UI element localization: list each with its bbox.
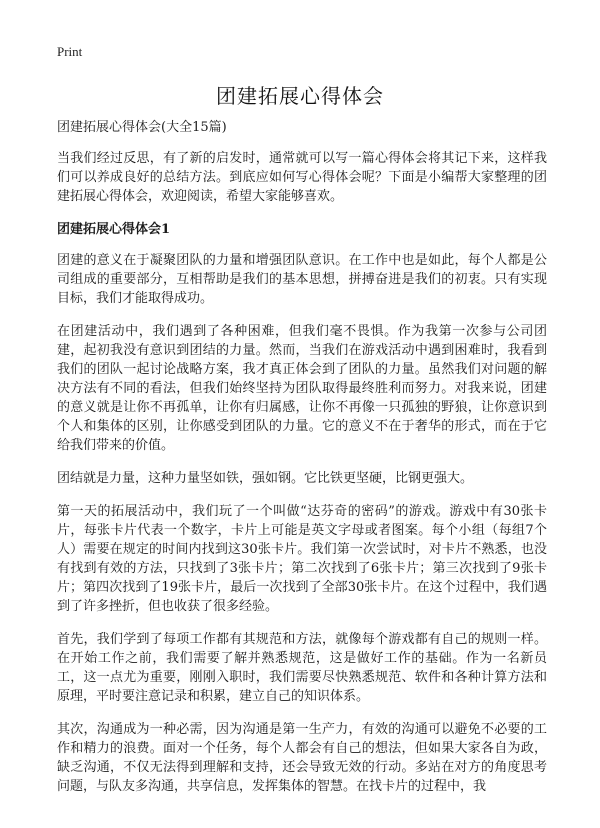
article-subtitle: 团建拓展心得体会(大全15篇) — [57, 120, 227, 135]
page-title: 团建拓展心得体会 — [216, 84, 384, 108]
paragraph: 首先，我们学到了每项工作都有其规范和方法，就像每个游戏都有自己的规则一样。在开始工作之前，我们需要了解并熟悉规范，这是做好工作的基础。作为一名新员工，这一点尤为重要，刚刚入职时，我们需要尽快熟悉规范、软件和各种计算方法和原理，平时要注意记录和积累，建立自己的知识体系。 — [57, 632, 547, 704]
article-body — [57, 118, 547, 810]
paragraph: 团建的意义在于凝聚团队的力量和增强团队意识。在工作中也是如此，每个人都是公司组成的重要部分，互相帮助是我们的基本思想，拼搏奋进是我们的初衷。只有实现目标，我们才能取得成功。 — [57, 253, 547, 306]
section-1 — [57, 220, 547, 796]
intro-paragraph: 当我们经过反思，有了新的启发时，通常就可以写一篇心得体会将其记下来，这样我们可以养成良好的总结方法。到底应如何写心得体会呢？下面是小编帮大家整理的团建拓展心得体会，欢迎阅读，希望大家能够喜欢。 — [57, 151, 547, 204]
print-link[interactable]: Print — [57, 44, 83, 59]
paragraph: 其次，沟通成为一种必需，因为沟通是第一生产力，有效的沟通可以避免不必要的工作和精力的浪费。面对一个任务，每个人都会有自己的想法，但如果大家各自为政，缺乏沟通，不仅无法得到理解和支持，还会导致无效的行动。多站在对方的角度思考问题，与队友多沟通，共享信息，发挥集体的智慧。在找卡片的过程中，我 — [57, 722, 547, 794]
paragraph: 团结就是力量，这种力量坚如铁，强如钢。它比铁更坚硬，比钢更强大。 — [57, 471, 474, 486]
section-heading: 团建拓展心得体会1 — [57, 222, 171, 237]
intro-block — [57, 149, 547, 206]
paragraph: 第一天的拓展活动中，我们玩了一个叫做“达芬奇的密码”的游戏。游戏中有30张卡片，每张卡片代表一个数字，卡片上可能是英文字母或者图案。每个小组（每组7个人）需要在规定的时间内找到这30张卡片。我们第一次尝试时，对卡片不熟悉，也没有找到有效的方法，只找到了3张卡片；第二次找到了6张卡片；第三次找到了9张卡片；第四次找到了19张卡片，最后一次找到了全部30张卡片。在这个过程中，我们遇到了许多挫折，但也收获了很多经验。 — [57, 504, 547, 614]
paragraph: 在团建活动中，我们遇到了各种困难，但我们毫不畏惧。作为我第一次参与公司团建，起初我没有意识到团结的力量。然而，当我们在游戏活动中遇到困难时，我看到我们的团队一起讨论战略方案，我才真正体会到了团队的力量。虽然我们对问题的解决方法有不同的看法，但我们始终坚持为团队取得最终胜利而努力。对我来说，团建的意义就是让你不再孤单，让你有归属感，让你不再像一只孤独的野狼，让你意识到个人和集体的区别，让你感受到团队的力量。它的意义不在于奢华的形式，而在于它给我们带来的价值。 — [57, 324, 547, 453]
